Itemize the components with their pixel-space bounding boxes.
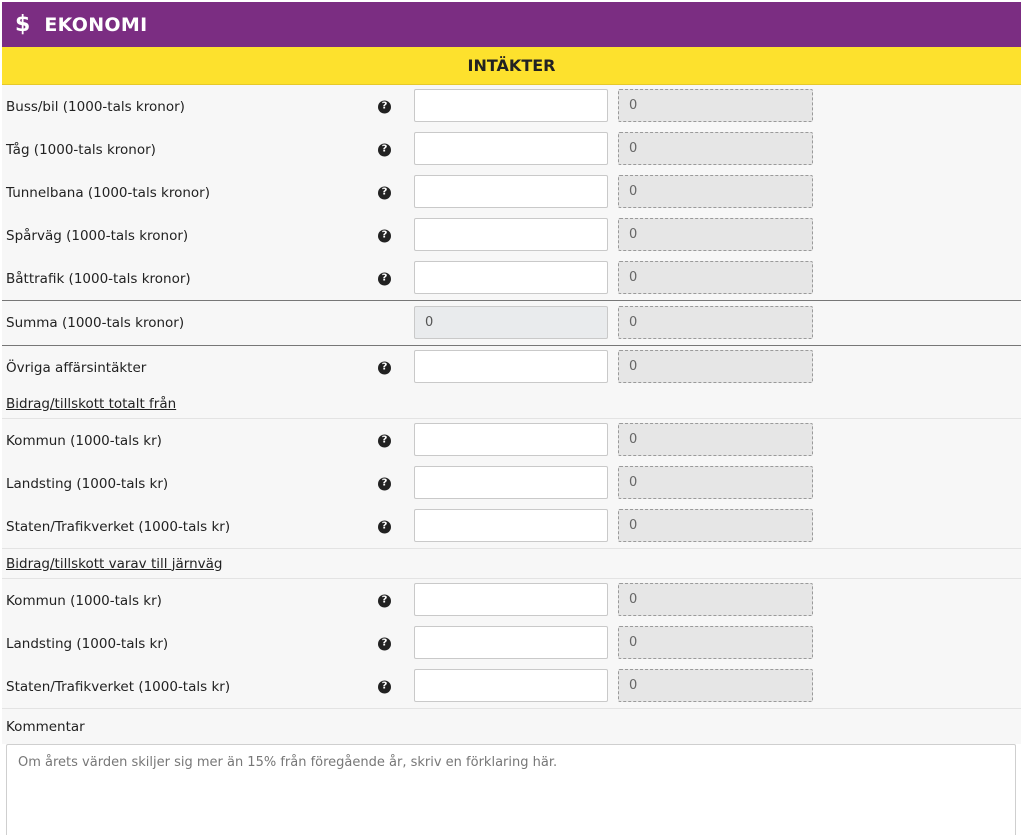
ovriga-previous-value: 0: [618, 350, 813, 383]
field-label: Buss/bil (1000-tals kronor): [6, 98, 185, 115]
help-icon[interactable]: ?: [378, 594, 391, 607]
tag-previous-value: 0: [618, 132, 813, 165]
help-icon[interactable]: ?: [378, 100, 391, 113]
section-title: EKONOMI: [44, 13, 148, 36]
sparvag-previous-value: 0: [618, 218, 813, 251]
help-icon[interactable]: ?: [378, 272, 391, 285]
field-label: Tåg (1000-tals kronor): [6, 141, 156, 158]
form-row-staten-total: [2, 505, 1021, 549]
section-title-rail: [2, 549, 1021, 579]
subsection-header: [2, 47, 1021, 85]
section-label: Bidrag/tillskott totalt från: [6, 395, 177, 412]
form-row-summa: [2, 300, 1021, 346]
help-icon[interactable]: ?: [378, 229, 391, 242]
help-icon[interactable]: ?: [378, 520, 391, 533]
staten-rail-input[interactable]: [414, 669, 608, 702]
help-icon[interactable]: ?: [378, 637, 391, 650]
form-row-staten-rail: [2, 665, 1021, 709]
landsting-total-input[interactable]: [414, 466, 608, 499]
comment-textarea[interactable]: Om årets värden skiljer sig mer än 15% från föregående år, skriv en förklaring här.: [6, 744, 1016, 835]
help-icon[interactable]: ?: [378, 143, 391, 156]
tunnelbana-previous-value: 0: [618, 175, 813, 208]
form-row-landsting-total: [2, 462, 1021, 506]
sparvag-input[interactable]: [414, 218, 608, 251]
summa-value: 0: [414, 306, 608, 339]
summa-previous-value: 0: [618, 306, 813, 339]
section-label: Bidrag/tillskott varav till järnväg: [6, 555, 223, 572]
landsting-total-previous-value: 0: [618, 466, 813, 499]
field-label: Kommun (1000-tals kr): [6, 592, 162, 609]
field-label: Kommun (1000-tals kr): [6, 432, 162, 449]
field-label: Landsting (1000-tals kr): [6, 635, 169, 652]
form-row-kommun-total: [2, 419, 1021, 463]
comment-label: Kommentar: [6, 718, 85, 735]
field-label: Staten/Trafikverket (1000-tals kr): [6, 678, 231, 695]
landsting-rail-previous-value: 0: [618, 626, 813, 659]
buss-bil-input[interactable]: [414, 89, 608, 122]
subsection-title: INTÄKTER: [467, 56, 556, 75]
field-label: Båttrafik (1000-tals kronor): [6, 270, 191, 287]
help-icon[interactable]: ?: [378, 361, 391, 374]
buss-bil-previous-value: 0: [618, 89, 813, 122]
form-row-buss-bil: [2, 85, 1021, 129]
field-label: Övriga affärsintäkter: [6, 359, 147, 376]
section-header: [2, 2, 1021, 47]
help-icon[interactable]: ?: [378, 186, 391, 199]
section-title-total: [2, 389, 1021, 419]
staten-total-previous-value: 0: [618, 509, 813, 542]
landsting-rail-input[interactable]: [414, 626, 608, 659]
kommun-rail-input[interactable]: [414, 583, 608, 616]
staten-total-input[interactable]: [414, 509, 608, 542]
form-row-sparvag: [2, 214, 1021, 258]
help-icon[interactable]: ?: [378, 680, 391, 693]
form-row-tunnelbana: [2, 171, 1021, 215]
form-row-tag: [2, 128, 1021, 172]
form-row-landsting-rail: [2, 622, 1021, 666]
battrafik-previous-value: 0: [618, 261, 813, 294]
staten-rail-previous-value: 0: [618, 669, 813, 702]
field-label: Tunnelbana (1000-tals kronor): [6, 184, 210, 201]
field-label: Summa (1000-tals kronor): [6, 315, 185, 331]
field-label: Spårväg (1000-tals kronor): [6, 227, 189, 244]
battrafik-input[interactable]: [414, 261, 608, 294]
field-label: Staten/Trafikverket (1000-tals kr): [6, 518, 231, 535]
help-icon[interactable]: ?: [378, 477, 391, 490]
comment-label-row: [2, 709, 1021, 744]
field-label: Landsting (1000-tals kr): [6, 475, 169, 492]
tag-input[interactable]: [414, 132, 608, 165]
form-row-kommun-rail: [2, 579, 1021, 623]
kommun-total-previous-value: 0: [618, 423, 813, 456]
tunnelbana-input[interactable]: [414, 175, 608, 208]
form-row-battrafik: [2, 257, 1021, 301]
kommun-total-input[interactable]: [414, 423, 608, 456]
dollar-icon: $: [15, 11, 31, 37]
kommun-rail-previous-value: 0: [618, 583, 813, 616]
ovriga-input[interactable]: [414, 350, 608, 383]
form-row-ovriga: [2, 346, 1021, 390]
help-icon[interactable]: ?: [378, 434, 391, 447]
